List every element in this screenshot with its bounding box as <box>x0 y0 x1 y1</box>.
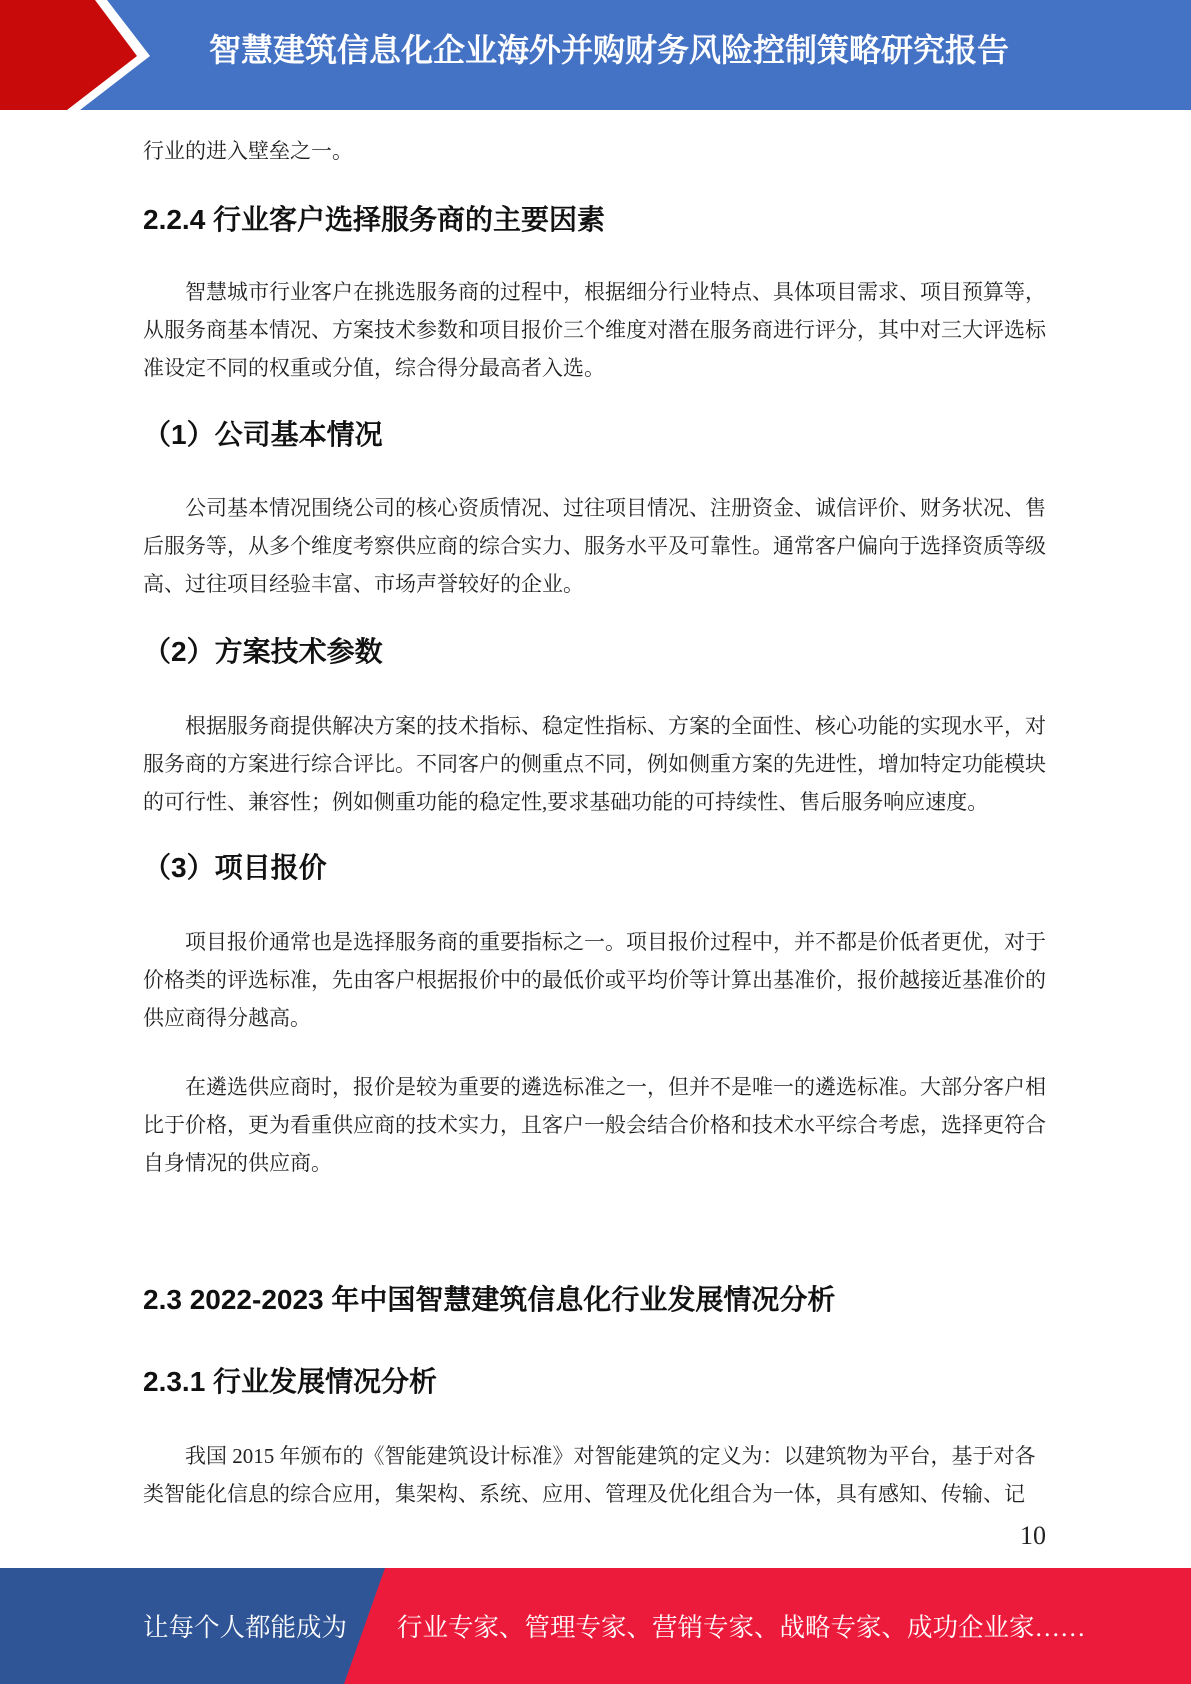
paragraph-line: 服务商的方案进行综合评比。不同客户的侧重点不同，例如侧重方案的先进性，增加特定功能模块 <box>143 752 1046 776</box>
footer-slogan-lead: 让每个人都能成为 <box>143 1613 348 1642</box>
subsection-heading: 2.3.1 行业发展情况分析 <box>143 1366 438 1397</box>
footer-slogan-roles: 行业专家、管理专家、营销专家、战略专家、成功企业家…… <box>397 1613 1086 1642</box>
paragraph <box>143 1068 1046 1182</box>
paragraph-line: 在遴选供应商时，报价是较为重要的遴选标准之一，但并不是唯一的遴选标准。大部分客户相 <box>185 1075 1046 1099</box>
paragraph-line: 项目报价通常也是选择服务商的重要指标之一。项目报价过程中，并不都是价低者更优，对于 <box>185 930 1046 954</box>
section-heading: 2.3 2022-2023 年中国智慧建筑信息化行业发展情况分析 <box>143 1284 836 1315</box>
paragraph-line: 行业的进入壁垒之一。 <box>143 139 353 163</box>
paragraph <box>143 489 1046 603</box>
paragraph-line: 类智能化信息的综合应用，集架构、系统、应用、管理及优化组合为一体，具有感知、传输、记 <box>143 1482 1025 1506</box>
paragraph <box>143 273 1046 387</box>
paragraph-line: 的可行性、兼容性；例如侧重功能的稳定性,要求基础功能的可持续性、售后服务响应速度。 <box>143 790 989 814</box>
paragraph-line: 准设定不同的权重或分值，综合得分最高者入选。 <box>143 356 605 380</box>
paragraph-line: 我国 2015 年颁布的《智能建筑设计标准》对智能建筑的定义为：以建筑物为平台，基于对各 <box>185 1444 1036 1468</box>
paragraph-line: 高、过往项目经验丰富、市场声誉较好的企业。 <box>143 572 584 596</box>
paragraph-line: 自身情况的供应商。 <box>143 1151 332 1175</box>
paragraph-line: 智慧城市行业客户在挑选服务商的过程中，根据细分行业特点、具体项目需求、项目预算等， <box>185 280 1046 304</box>
paragraph-line: 比于价格，更为看重供应商的技术实力，且客户一般会结合价格和技术水平综合考虑，选择更符合 <box>143 1113 1046 1137</box>
page-number: 10 <box>1020 1521 1046 1550</box>
paragraph-line: 后服务等，从多个维度考察供应商的综合实力、服务水平及可靠性。通常客户偏向于选择资质等级 <box>143 534 1046 558</box>
paragraph <box>143 707 1046 821</box>
carryover-paragraph <box>143 132 1046 170</box>
paragraph-line: 根据服务商提供解决方案的技术指标、稳定性指标、方案的全面性、核心功能的实现水平，对 <box>185 714 1046 738</box>
subsection-heading: （2）方案技术参数 <box>143 636 383 667</box>
paragraph <box>143 1437 1046 1513</box>
paragraph-line: 从服务商基本情况、方案技术参数和项目报价三个维度对潜在服务商进行评分，其中对三大评选标 <box>143 318 1046 342</box>
subsection-heading: （3）项目报价 <box>143 852 327 883</box>
report-title: 智慧建筑信息化企业海外并购财务风险控制策略研究报告 <box>209 32 1010 68</box>
subsection-heading: （1）公司基本情况 <box>143 419 383 450</box>
paragraph-line: 价格类的评选标准，先由客户根据报价中的最低价或平均价等计算出基准价，报价越接近基准价的 <box>143 968 1046 992</box>
page-header <box>0 0 1191 110</box>
paragraph-line: 供应商得分越高。 <box>143 1006 311 1030</box>
page-footer <box>0 1568 1191 1684</box>
section-heading: 2.2.4 行业客户选择服务商的主要因素 <box>143 204 606 235</box>
paragraph <box>143 923 1046 1037</box>
paragraph-line: 公司基本情况围绕公司的核心资质情况、过往项目情况、注册资金、诚信评价、财务状况、售 <box>185 496 1046 520</box>
